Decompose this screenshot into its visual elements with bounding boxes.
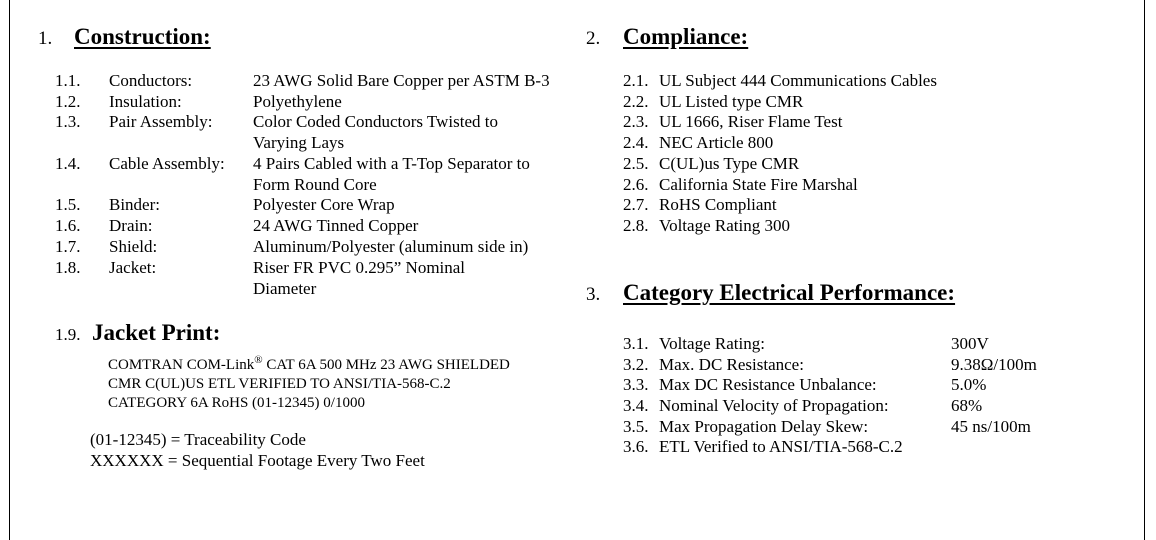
section-number: 2. (586, 28, 601, 49)
item-label: Voltage Rating: (659, 334, 765, 353)
item-label: Shield: (109, 237, 158, 256)
item-value: Riser FR PVC 0.295” Nominal (253, 258, 466, 277)
item-number: 1.6. (55, 216, 81, 235)
item-text: RoHS Compliant (659, 195, 777, 214)
traceability-code: (01-12345) = Traceability Code (90, 430, 306, 449)
item-number: 3.5. (623, 417, 649, 436)
item-number: 3.4. (623, 396, 649, 415)
section-title: Category Electrical Performance: (623, 280, 956, 305)
item-number: 1.5. (55, 195, 81, 214)
item-number: 1.2. (55, 92, 81, 111)
item-label: Nominal Velocity of Propagation: (659, 396, 889, 415)
sequential-footage: XXXXXX = Sequential Footage Every Two Feet (90, 450, 425, 470)
item-number: 1.1. (55, 71, 81, 90)
item-number: 2.1. (623, 71, 649, 90)
item-text: NEC Article 800 (659, 133, 774, 152)
item-text: California State Fire Marshal (659, 175, 858, 194)
item-value: Diameter (253, 279, 317, 298)
item-value: Polyester Core Wrap (253, 195, 395, 214)
item-label: Max Propagation Delay Skew: (659, 417, 869, 436)
item-number: 2.4. (623, 133, 649, 152)
item-label: Cable Assembly: (109, 154, 225, 173)
item-number: 3.1. (623, 334, 649, 353)
item-value: Form Round Core (253, 175, 377, 194)
section-title: Compliance: (623, 24, 749, 49)
section-number: 3. (586, 284, 601, 305)
item-number: 3.3. (623, 375, 649, 394)
item-text: C(UL)us Type CMR (659, 154, 800, 173)
item-label: Max. DC Resistance: (659, 355, 804, 374)
item-value: Varying Lays (253, 133, 345, 152)
item-text: UL Subject 444 Communications Cables (659, 71, 937, 90)
item-number: 1.4. (55, 154, 81, 173)
print-line: CMR C(UL)US ETL VERIFIED TO ANSI/TIA-568-C.2 (108, 376, 451, 392)
item-value: 45 ns/100m (951, 417, 1031, 436)
item-text: UL 1666, Riser Flame Test (659, 112, 843, 131)
print-text: CAT 6A 500 MHz 23 AWG SHIELDED (262, 357, 510, 373)
registered-mark: ® (254, 354, 263, 366)
item-number: 2.5. (623, 154, 649, 173)
legend-block (90, 430, 425, 471)
item-value: 5.0% (951, 375, 987, 394)
print-text: COMTRAN COM-Link (108, 357, 255, 373)
print-line: CATEGORY 6A RoHS (01-12345) 0/1000 (108, 395, 365, 411)
item-label: Max DC Resistance Unbalance: (659, 375, 877, 394)
section-title: Jacket Print: (92, 320, 221, 345)
item-value: Polyethylene (253, 92, 342, 111)
section-title: Construction: (74, 24, 211, 49)
item-number: 1.8. (55, 258, 81, 277)
item-value: 9.38Ω/100m (951, 355, 1037, 374)
item-number: 3.2. (623, 355, 649, 374)
item-label: Drain: (109, 216, 153, 235)
item-number: 2.6. (623, 175, 649, 194)
item-value: Aluminum/Polyester (aluminum side in) (253, 237, 529, 256)
item-value: 300V (951, 334, 989, 353)
print-line (108, 351, 510, 375)
item-number: 2.7. (623, 195, 649, 214)
item-label: Conductors: (109, 71, 193, 90)
item-number: 2.2. (623, 92, 649, 111)
section-number: 1. (38, 28, 53, 49)
section-number: 1.9. (55, 325, 81, 344)
item-label: Insulation: (109, 92, 182, 111)
item-number: 2.3. (623, 112, 649, 131)
item-number: 1.7. (55, 237, 81, 256)
item-number: 1.3. (55, 112, 81, 131)
item-label: Jacket: (109, 258, 157, 277)
item-value: 4 Pairs Cabled with a T-Top Separator to (253, 154, 530, 173)
item-label: Binder: (109, 195, 160, 214)
item-text: UL Listed type CMR (659, 92, 804, 111)
jacket-print-text (108, 351, 510, 413)
item-value: Color Coded Conductors Twisted to (253, 112, 498, 131)
item-number: 2.8. (623, 216, 649, 235)
item-label: ETL Verified to ANSI/TIA-568-C.2 (659, 437, 903, 456)
item-label: Pair Assembly: (109, 112, 213, 131)
item-value: 24 AWG Tinned Copper (253, 216, 419, 235)
item-value: 23 AWG Solid Bare Copper per ASTM B-3 (253, 71, 550, 90)
item-value: 68% (951, 396, 983, 415)
item-text: Voltage Rating 300 (659, 216, 790, 235)
item-number: 3.6. (623, 437, 649, 456)
